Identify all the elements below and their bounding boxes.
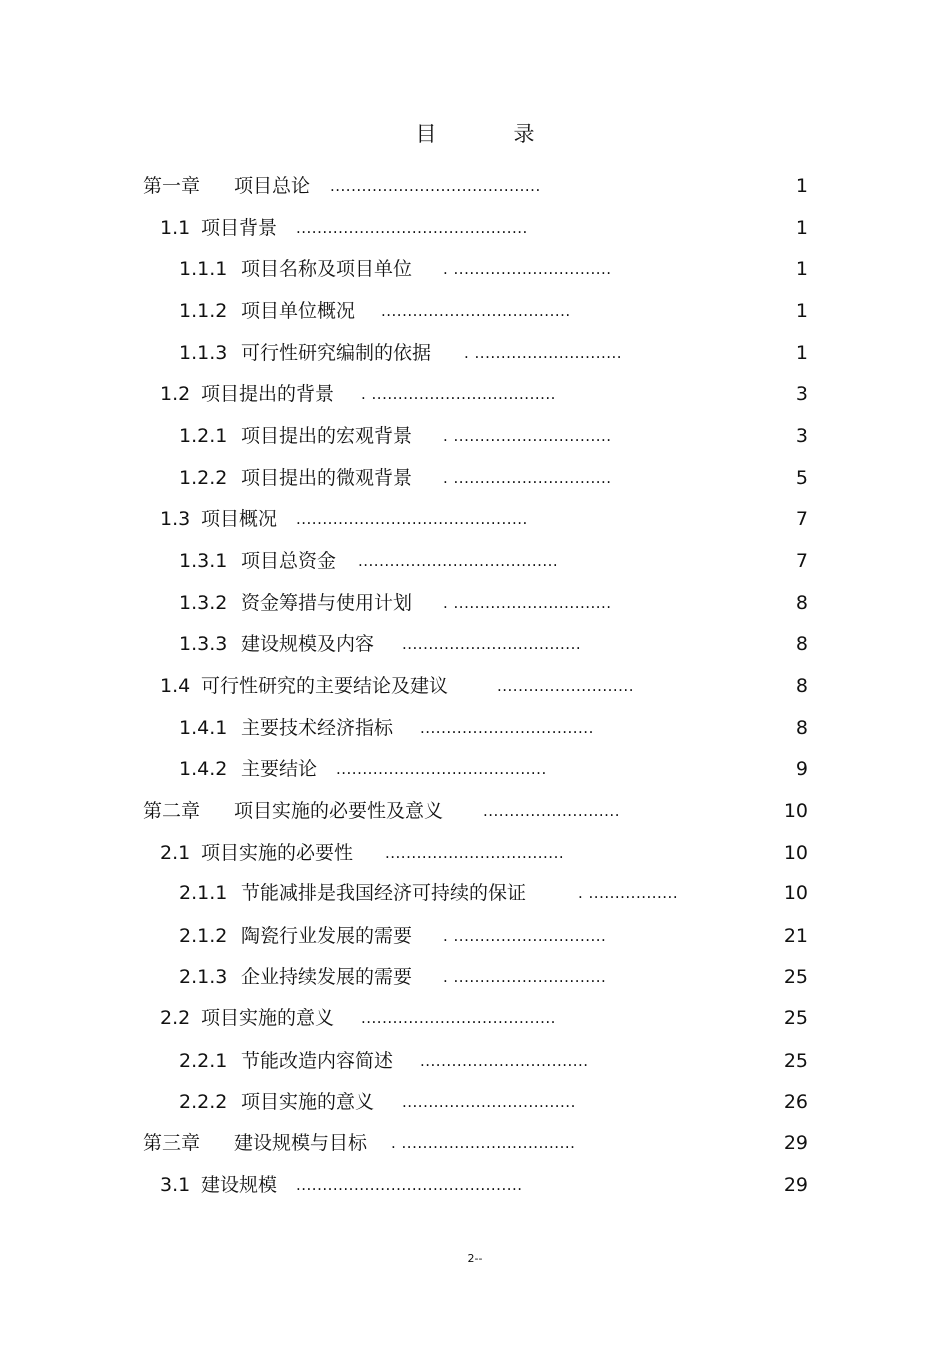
toc-entry-title: 陶瓷行业发展的需要 — [241, 925, 413, 947]
toc-entry-number: 1.3 — [160, 508, 191, 530]
toc-entry-number: 1.3.1 — [179, 550, 228, 572]
toc-entry-title: 资金筹措与使用计划 — [241, 592, 413, 614]
toc-page-number: 7 — [795, 508, 808, 530]
toc-leader-dots: .................................... — [381, 302, 571, 320]
toc-leader-dots: . ............................. — [443, 927, 607, 945]
toc-entry[interactable] — [0, 878, 950, 908]
toc-entry[interactable] — [0, 1170, 950, 1200]
toc-entry-title: 建设规模及内容 — [241, 633, 375, 655]
toc-leader-dots: . ............................ — [464, 344, 623, 362]
toc-leader-dots: . ................................... — [361, 385, 556, 403]
toc-entry[interactable] — [0, 379, 950, 409]
toc-entry[interactable] — [0, 213, 950, 243]
toc-entry-title: 项目实施的意义 — [201, 1007, 335, 1029]
toc-leader-dots: . .............................. — [443, 594, 612, 612]
toc-leader-dots: ........................................ — [336, 760, 547, 778]
toc-entry-number: 1.1.2 — [179, 300, 228, 322]
toc-entry[interactable] — [0, 296, 950, 326]
toc-entry-number: 第三章 — [143, 1132, 201, 1154]
toc-entry-title: 项目单位概况 — [241, 300, 356, 322]
toc-entry[interactable] — [0, 629, 950, 659]
toc-entry-number: 1.1 — [160, 217, 191, 239]
toc-entry-number: 2.2 — [160, 1007, 191, 1029]
toc-entry-title: 企业持续发展的需要 — [241, 966, 413, 988]
toc-leader-dots: ................................. — [420, 719, 594, 737]
toc-entry-title: 项目实施的必要性及意义 — [234, 800, 444, 822]
toc-entry-number: 2.1.1 — [179, 882, 228, 904]
toc-page-number: 25 — [783, 1007, 808, 1029]
toc-entry[interactable] — [0, 796, 950, 826]
toc-leader-dots: . ............................. — [443, 968, 607, 986]
toc-entry-number: 2.1.3 — [179, 966, 228, 988]
toc-entry-title: 节能改造内容简述 — [241, 1050, 394, 1072]
toc-entry[interactable] — [0, 838, 950, 868]
toc-entry[interactable] — [0, 1128, 950, 1158]
toc-entry[interactable] — [0, 171, 950, 201]
toc-entry[interactable] — [0, 463, 950, 493]
toc-page-number: 25 — [783, 966, 808, 988]
toc-page-number: 9 — [795, 758, 808, 780]
toc-entry[interactable] — [0, 1003, 950, 1033]
toc-page-number: 21 — [783, 925, 808, 947]
toc-leader-dots: . .............................. — [443, 427, 612, 445]
toc-entry-number: 1.1.3 — [179, 342, 228, 364]
toc-page-number: 8 — [795, 675, 808, 697]
toc-entry-number: 1.4.2 — [179, 758, 228, 780]
toc-entry-title: 项目名称及项目单位 — [241, 258, 413, 280]
toc-page-number: 1 — [795, 342, 808, 364]
page-title: 目 录 — [415, 122, 563, 146]
toc-entry-number: 1.4.1 — [179, 717, 228, 739]
toc-entry-title: 建设规模与目标 — [234, 1132, 368, 1154]
toc-entry[interactable] — [0, 921, 950, 951]
toc-leader-dots: ........................................ — [330, 177, 541, 195]
toc-page-number: 29 — [783, 1132, 808, 1154]
toc-leader-dots: .................................. — [385, 844, 565, 862]
toc-page-number: 10 — [783, 842, 808, 864]
toc-page-number: 10 — [783, 882, 808, 904]
toc-entry-number: 第一章 — [143, 175, 201, 197]
toc-entry-title: 项目实施的必要性 — [201, 842, 354, 864]
toc-entry-number: 2.2.2 — [179, 1091, 228, 1113]
toc-entry[interactable] — [0, 1087, 950, 1117]
toc-page-number: 3 — [795, 425, 808, 447]
toc-entry-title: 项目提出的背景 — [201, 383, 335, 405]
toc-page-number: 25 — [783, 1050, 808, 1072]
toc-entry-number: 1.3.3 — [179, 633, 228, 655]
toc-entry-number: 2.2.1 — [179, 1050, 228, 1072]
toc-page-number: 8 — [795, 717, 808, 739]
toc-entry-title: 项目提出的宏观背景 — [241, 425, 413, 447]
toc-page-number: 5 — [795, 467, 808, 489]
toc-leader-dots: ..................................... — [361, 1009, 556, 1027]
toc-page-number: 8 — [795, 592, 808, 614]
toc-entry[interactable] — [0, 671, 950, 701]
toc-entry-number: 第二章 — [143, 800, 201, 822]
toc-leader-dots: .......................... — [497, 677, 634, 695]
toc-entry-number: 1.4 — [160, 675, 191, 697]
toc-leader-dots: ................................. — [402, 1093, 576, 1111]
toc-entry-title: 项目背景 — [201, 217, 278, 239]
toc-entry-number: 1.2.1 — [179, 425, 228, 447]
toc-page-number: 1 — [795, 217, 808, 239]
toc-leader-dots: .................................. — [402, 635, 582, 653]
toc-entry-title: 项目概况 — [201, 508, 278, 530]
toc-page-number: 1 — [795, 175, 808, 197]
toc-entry-title: 主要技术经济指标 — [241, 717, 394, 739]
toc-entry-title: 建设规模 — [201, 1174, 278, 1196]
toc-entry-number: 1.3.2 — [179, 592, 228, 614]
toc-entry-title: 可行性研究编制的依据 — [241, 342, 432, 364]
toc-page-number: 10 — [783, 800, 808, 822]
toc-entry-number: 1.2 — [160, 383, 191, 405]
toc-entry[interactable] — [0, 713, 950, 743]
toc-entry-number: 2.1 — [160, 842, 191, 864]
toc-entry-title: 可行性研究的主要结论及建议 — [201, 675, 449, 697]
toc-leader-dots: .......................... — [483, 802, 620, 820]
toc-leader-dots: . .............................. — [443, 260, 612, 278]
toc-entry[interactable] — [0, 254, 950, 284]
toc-entry[interactable] — [0, 421, 950, 451]
toc-leader-dots: ...................................... — [358, 552, 559, 570]
toc-leader-dots: . ................................. — [391, 1134, 576, 1152]
toc-leader-dots: ............................................ — [296, 510, 528, 528]
toc-entry-number: 2.1.2 — [179, 925, 228, 947]
toc-page-number: 7 — [795, 550, 808, 572]
toc-entry-number: 1.1.1 — [179, 258, 228, 280]
toc-page-number: 29 — [783, 1174, 808, 1196]
toc-entry[interactable] — [0, 754, 950, 784]
toc-entry-number: 1.2.2 — [179, 467, 228, 489]
toc-entry-title: 项目总论 — [234, 175, 311, 197]
page-footer: 2-- — [467, 1252, 483, 1265]
toc-entry[interactable] — [0, 504, 950, 534]
toc-page-number: 3 — [795, 383, 808, 405]
toc-entry-title: 项目总资金 — [241, 550, 337, 572]
toc-entry[interactable] — [0, 1046, 950, 1076]
toc-entry[interactable] — [0, 546, 950, 576]
toc-entry-number: 3.1 — [160, 1174, 191, 1196]
toc-entry-title: 节能减排是我国经济可持续的保证 — [241, 882, 527, 904]
toc-entry-title: 项目实施的意义 — [241, 1091, 375, 1113]
toc-page-number: 1 — [795, 300, 808, 322]
toc-leader-dots: . ................. — [578, 884, 679, 902]
toc-entry-title: 项目提出的微观背景 — [241, 467, 413, 489]
toc-leader-dots: ............................................ — [296, 219, 528, 237]
toc-entry[interactable] — [0, 588, 950, 618]
toc-entry-title: 主要结论 — [241, 758, 318, 780]
toc-page-number: 26 — [783, 1091, 808, 1113]
toc-page-number: 1 — [795, 258, 808, 280]
toc-entry[interactable] — [0, 338, 950, 368]
toc-leader-dots: ........................................... — [296, 1176, 523, 1194]
toc-leader-dots: ................................ — [420, 1052, 589, 1070]
toc-leader-dots: . .............................. — [443, 469, 612, 487]
toc-entry[interactable] — [0, 962, 950, 992]
toc-page-number: 8 — [795, 633, 808, 655]
